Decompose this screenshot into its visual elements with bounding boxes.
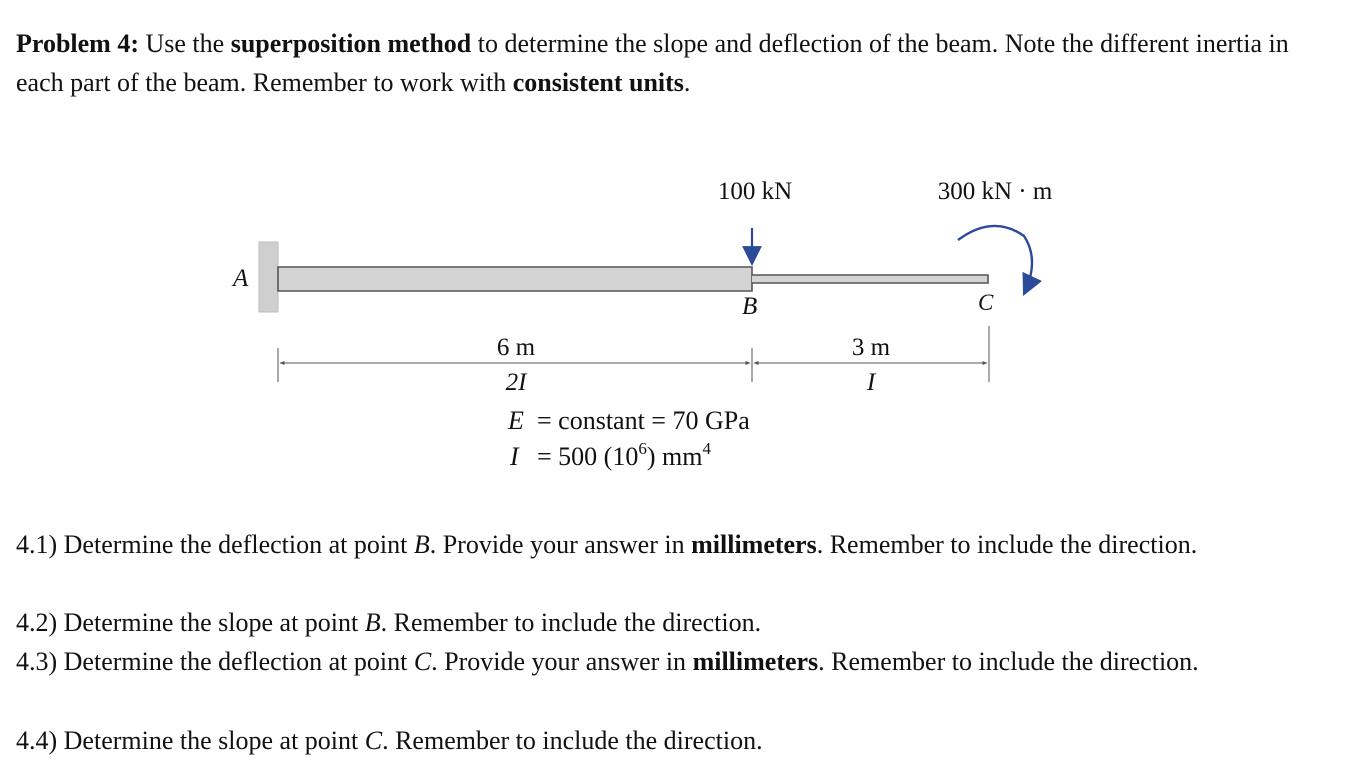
q1-point: B: [413, 530, 430, 559]
q1-unit: millimeters: [691, 530, 817, 559]
problem-text-1: Use the: [139, 29, 231, 58]
point-label-a: A: [233, 265, 249, 292]
problem-units: consistent units: [512, 68, 684, 97]
inertia-value: [537, 439, 711, 471]
point-label-c: C: [978, 290, 994, 315]
inertia-value-unit: ) mm: [646, 442, 703, 471]
q1-pre: 4.1) Determine the deflection at point: [16, 530, 414, 559]
beam-segment-ab: [278, 267, 752, 291]
problem-text-3: .: [683, 68, 691, 97]
q4-post: . Remember to include the direction.: [382, 726, 763, 755]
point-label-b: B: [742, 293, 758, 320]
inertia-value-exp: 6: [638, 439, 647, 458]
moment-label: 300 kN · m: [937, 178, 1053, 205]
q3-pre: 4.3) Determine the deflection at point: [16, 647, 414, 676]
inertia-value-base: = 500 (10: [537, 442, 639, 471]
problem-method: superposition method: [230, 29, 472, 58]
question-4-3: [16, 642, 1336, 681]
q3-point: C: [413, 647, 432, 676]
problem-heading: Problem 4:: [16, 29, 139, 58]
q3-post: . Remember to include the direction.: [818, 647, 1199, 676]
q1-post: . Remember to include the direction.: [816, 530, 1198, 559]
question-4-4: [16, 721, 1336, 760]
inertia-label-bc: I: [866, 369, 876, 396]
q1-mid: . Provide your answer in: [429, 530, 692, 559]
q4-pre: 4.4) Determine the slope at point: [16, 726, 365, 755]
dim-label-bc: 3 m: [851, 334, 891, 361]
inertia-symbol: I: [510, 442, 519, 471]
q4-point: C: [364, 726, 383, 755]
problem-text-2: to determine the slope and deflection of the beam. Note the different inertia in each part of the beam. Remember to work with: [16, 29, 1289, 97]
dim-label-ab: 6 m: [496, 334, 536, 361]
inertia-label-ab: 2I: [505, 369, 527, 396]
question-4-1: [16, 525, 1336, 564]
q2-pre: 4.2) Determine the slope at point: [16, 608, 365, 637]
problem-statement: [16, 24, 1336, 102]
q2-post: . Remember to include the direction.: [380, 608, 762, 637]
modulus-symbol: E: [508, 406, 524, 435]
wall-support: [259, 242, 278, 312]
q2-point: B: [364, 608, 381, 637]
force-label: 100 kN: [717, 178, 793, 205]
q3-unit: millimeters: [692, 647, 819, 676]
beam-diagram: [0, 150, 1370, 490]
question-4-2: [16, 603, 1336, 642]
beam-segment-bc: [752, 275, 988, 283]
q3-mid: . Provide your answer in: [431, 647, 693, 676]
inertia-value-unit-exp: 4: [702, 439, 711, 458]
modulus-value: = constant = 70 GPa: [537, 406, 750, 435]
